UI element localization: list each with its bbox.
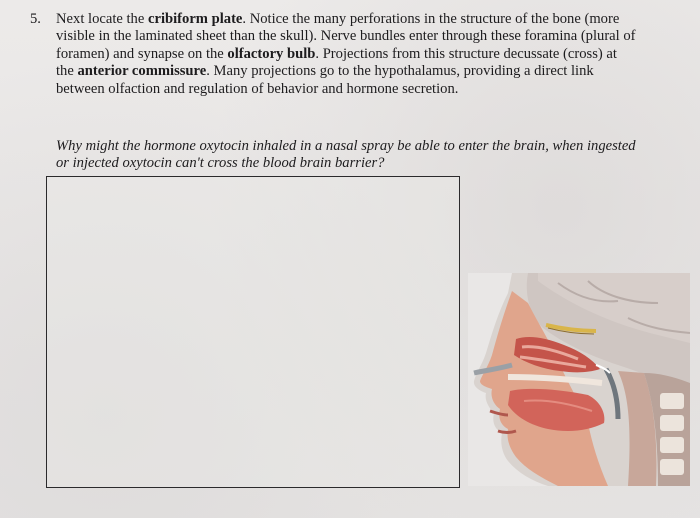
answer-box[interactable] [46,176,460,488]
instructions-text-1: Next locate the [56,11,148,27]
instructions-text-3: . Projections from this structure decussate (cross) at the [56,45,617,80]
sagittal-head-anatomy-icon [468,273,690,486]
instructions-paragraph [56,11,636,98]
head-anatomy-figure [468,273,690,486]
instructions-text-4: . Many projections go to the hypothalamus, providing a direct link between olfaction and regulation of behavior and hormone secretion. [56,63,594,97]
instructions-text-2: . Notice the many perforations in the structure of the bone (more visible in the laminated sheet than the skull). Nerve bundles enter through these foramina (plural of foramen) and synapse on the [56,11,636,62]
term-anterior-commissure: anterior commissure [77,63,207,80]
item-number: 5. [30,11,41,27]
term-cribiform-plate: cribiform plate [147,11,243,27]
question-text: Why might the hormone oxytocin inhaled in a nasal spray be able to enter the brain, when ingested or injected oxytocin can't cross the blood brain barrier? [56,138,636,172]
term-olfactory-bulb: olfactory bulb [227,45,316,62]
